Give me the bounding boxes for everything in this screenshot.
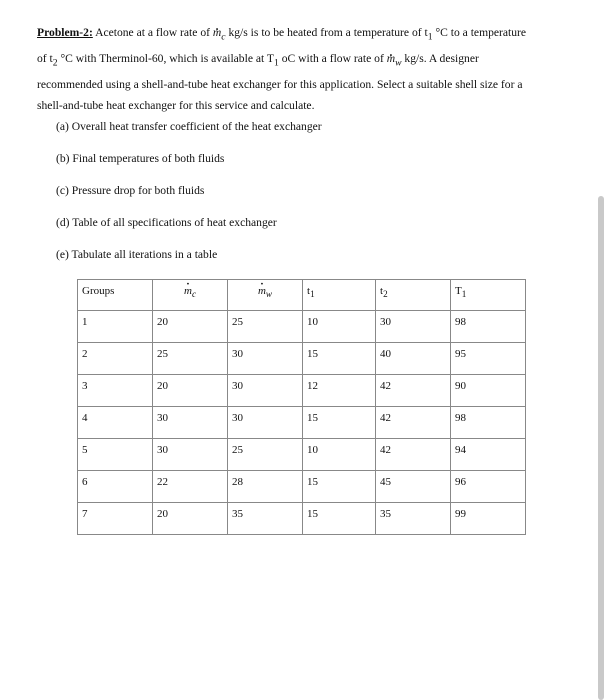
header-t2-subscript: 2 [383, 289, 388, 300]
cell-mc: 22 [157, 476, 168, 488]
cell-mw: 25 [232, 316, 243, 328]
header-t1 [303, 280, 376, 311]
task-item-b: (b) Final temperatures of both fluids [56, 152, 225, 165]
cell-t2: 45 [380, 476, 391, 488]
cell-group: 7 [82, 508, 88, 520]
table-row [78, 503, 526, 535]
header-t1-symbol: t [307, 285, 311, 297]
cell-T1: 98 [455, 316, 466, 328]
table-cell [153, 503, 228, 535]
cell-mc: 30 [157, 412, 168, 424]
table-cell [376, 311, 451, 343]
table-cell [303, 343, 376, 375]
table-cell [376, 343, 451, 375]
problem-text: kg/s. A designer [401, 51, 479, 65]
header-groups [78, 280, 153, 311]
header-mw-label [228, 280, 302, 299]
vertical-scrollbar[interactable] [598, 196, 604, 700]
table-cell [303, 439, 376, 471]
table-cell [451, 439, 526, 471]
table-cell [451, 503, 526, 535]
table-cell [228, 439, 303, 471]
table-cell [228, 343, 303, 375]
header-groups-label: Groups [82, 285, 115, 297]
header-mw-subscript: w [265, 289, 273, 300]
table-cell [78, 311, 153, 343]
cell-t2: 42 [380, 380, 391, 392]
task-item-c: (c) Pressure drop for both fluids [56, 184, 205, 197]
cell-T1: 90 [455, 380, 466, 392]
task-item-a: (a) Overall heat transfer coefficient of the heat exchanger [56, 120, 322, 133]
table-cell [78, 471, 153, 503]
cell-mc: 20 [157, 380, 168, 392]
task-item-e: (e) Tabulate all iterations in a table [56, 248, 218, 261]
header-t1-label [303, 280, 375, 299]
header-t2-label [376, 280, 450, 299]
table-cell [228, 375, 303, 407]
table-cell [78, 343, 153, 375]
table-cell [303, 375, 376, 407]
table-row [78, 375, 526, 407]
table-cell [303, 471, 376, 503]
problem-text: oC with a flow rate of [278, 51, 387, 65]
table-cell [78, 375, 153, 407]
cell-t2: 42 [380, 412, 391, 424]
cell-group: 4 [82, 412, 88, 424]
cell-t2: 42 [380, 444, 391, 456]
problem-text: °C to a temperature [432, 26, 527, 39]
cell-mc: 20 [157, 508, 168, 520]
table-cell [78, 503, 153, 535]
cell-mc: 30 [157, 444, 168, 456]
table-cell [451, 343, 526, 375]
cell-mc: 25 [157, 348, 168, 360]
group-data-table [77, 279, 526, 535]
table-cell [451, 311, 526, 343]
table-cell [376, 503, 451, 535]
header-T1-label [451, 280, 525, 299]
problem-text: °C with Therminol-60, which is available at T [57, 51, 275, 65]
table-cell [153, 471, 228, 503]
header-mw [228, 280, 303, 311]
table-cell [451, 471, 526, 503]
header-t2 [376, 280, 451, 311]
table-row [78, 407, 526, 439]
table-header-row [78, 280, 526, 311]
cell-T1: 96 [455, 476, 466, 488]
cell-mw: 30 [232, 348, 243, 360]
table-cell [376, 375, 451, 407]
cell-t1: 12 [307, 380, 318, 392]
table-cell [451, 407, 526, 439]
cell-group: 1 [82, 316, 88, 328]
cell-mw: 30 [232, 412, 243, 424]
cell-T1: 94 [455, 444, 466, 456]
t2-subscript: 2 [52, 57, 58, 69]
header-t2-symbol: t [380, 285, 384, 297]
mass-flow-acetone-subscript: c [221, 31, 226, 43]
table-cell [78, 407, 153, 439]
table-cell [153, 439, 228, 471]
T1-subscript: 1 [274, 57, 279, 69]
header-mc [153, 280, 228, 311]
table-cell [153, 407, 228, 439]
problem-text: of t [37, 51, 53, 65]
cell-mw: 25 [232, 444, 243, 456]
problem-label: Problem-2: [37, 26, 93, 39]
t1-subscript: 1 [427, 31, 433, 43]
cell-t1: 15 [307, 508, 318, 520]
cell-t2: 30 [380, 316, 391, 328]
table-cell [153, 343, 228, 375]
table-cell [376, 439, 451, 471]
cell-mw: 30 [232, 380, 243, 392]
problem-line-1 [37, 22, 567, 48]
table-cell [303, 407, 376, 439]
cell-mc: 20 [157, 316, 168, 328]
cell-mw: 28 [232, 476, 243, 488]
cell-mw: 35 [232, 508, 243, 520]
table-cell [228, 503, 303, 535]
task-item-d: (d) Table of all specifications of heat exchanger [56, 216, 277, 229]
table-cell [228, 407, 303, 439]
header-t1-subscript: 1 [310, 289, 315, 300]
mass-flow-therminol-symbol: · m [387, 52, 395, 65]
problem-line-4: shell-and-tube heat exchanger for this service and calculate. [37, 99, 315, 113]
table-row [78, 343, 526, 375]
table-cell [376, 407, 451, 439]
table-cell [228, 311, 303, 343]
table-cell [153, 311, 228, 343]
header-T1-symbol: T [455, 285, 462, 297]
header-T1 [451, 280, 526, 311]
cell-t2: 40 [380, 348, 391, 360]
problem-text: kg/s is to be heated from a temperature of t [225, 26, 428, 39]
table-cell [451, 375, 526, 407]
cell-t1: 10 [307, 444, 318, 456]
problem-statement [37, 22, 567, 117]
table-cell [303, 503, 376, 535]
table-cell [153, 375, 228, 407]
table-row [78, 439, 526, 471]
problem-text: Acetone at a flow rate of [92, 26, 213, 39]
problem-line-3: recommended using a shell-and-tube heat exchanger for this application. Select a suitable shell size for a [37, 77, 523, 91]
cell-T1: 99 [455, 508, 466, 520]
cell-t1: 15 [307, 348, 318, 360]
cell-t1: 15 [307, 412, 318, 424]
cell-t1: 15 [307, 476, 318, 488]
cell-group: 3 [82, 380, 88, 392]
header-mc-symbol: · m [184, 285, 192, 297]
table-row [78, 311, 526, 343]
cell-group: 5 [82, 444, 88, 456]
table-cell [303, 311, 376, 343]
header-mw-symbol: · m [258, 285, 266, 297]
cell-group: 2 [82, 348, 88, 360]
table-cell [228, 471, 303, 503]
table-cell [78, 439, 153, 471]
cell-t1: 10 [307, 316, 318, 328]
mass-flow-acetone-symbol: · m [213, 26, 221, 39]
header-T1-subscript: 1 [461, 289, 467, 300]
header-mc-subscript: c [191, 289, 197, 300]
table-row [78, 471, 526, 503]
mass-flow-therminol-subscript: w [395, 57, 402, 69]
problem-line-2 [37, 48, 567, 74]
cell-T1: 95 [455, 348, 466, 360]
header-mc-label [153, 280, 227, 299]
cell-t2: 35 [380, 508, 391, 520]
table-cell [376, 471, 451, 503]
cell-T1: 98 [455, 412, 466, 424]
cell-group: 6 [82, 476, 88, 488]
